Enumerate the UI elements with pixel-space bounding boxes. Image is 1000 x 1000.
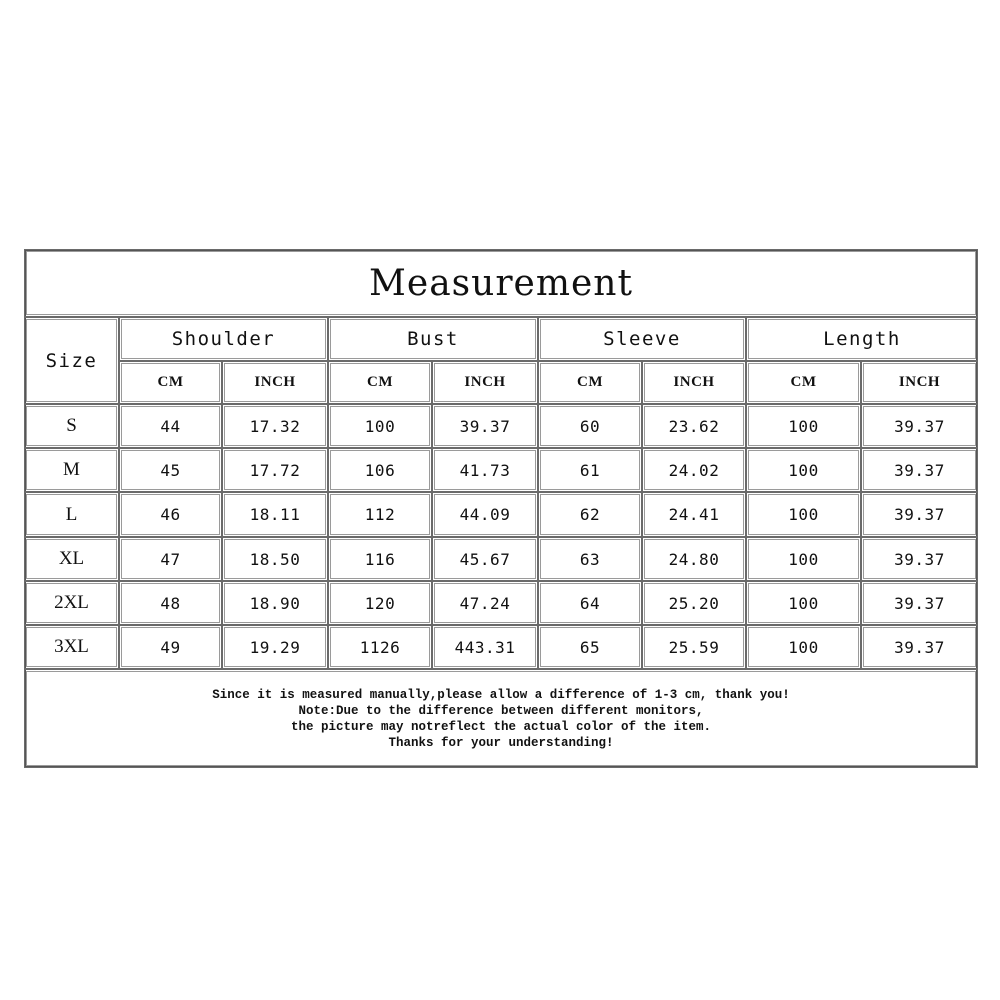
unit-header-cm: CM	[119, 361, 222, 404]
measurement-value: 19.29	[222, 625, 328, 669]
measurement-value: 39.37	[861, 492, 978, 537]
measurement-value: 39.37	[861, 404, 978, 448]
measurement-value: 106	[328, 448, 432, 492]
note-line: Note:Due to the difference between different monitors,	[298, 703, 704, 718]
measurement-value: 62	[538, 492, 642, 537]
measurement-value: 24.02	[642, 448, 746, 492]
unit-header-cm: CM	[538, 361, 642, 404]
group-header-shoulder: Shoulder	[119, 317, 328, 361]
measurement-value: 17.32	[222, 404, 328, 448]
note-line: Since it is measured manually,please allow a difference of 1-3 cm, thank you!	[212, 687, 790, 702]
measurement-value: 63	[538, 537, 642, 581]
measurement-value: 17.72	[222, 448, 328, 492]
measurement-value: 1126	[328, 625, 432, 669]
measurement-value: 24.41	[642, 492, 746, 537]
group-header-sleeve: Sleeve	[538, 317, 746, 361]
table-title: Measurement	[24, 249, 978, 317]
size-label: XL	[24, 537, 119, 581]
measurement-value: 49	[119, 625, 222, 669]
measurement-value: 100	[746, 492, 861, 537]
measurement-value: 39.37	[432, 404, 538, 448]
note-line: the picture may notreflect the actual color of the item.	[290, 719, 712, 734]
measurement-value: 65	[538, 625, 642, 669]
measurement-value: 100	[746, 404, 861, 448]
size-column-header: Size	[24, 317, 119, 404]
unit-header-inch: INCH	[861, 361, 978, 404]
size-label: S	[24, 404, 119, 448]
measurement-table	[24, 249, 978, 768]
measurement-value: 18.50	[222, 537, 328, 581]
measurement-value: 120	[328, 581, 432, 625]
notes-panel	[24, 669, 978, 768]
measurement-value: 44.09	[432, 492, 538, 537]
unit-header-inch: INCH	[222, 361, 328, 404]
measurement-value: 45.67	[432, 537, 538, 581]
measurement-value: 39.37	[861, 581, 978, 625]
measurement-value: 47	[119, 537, 222, 581]
measurement-value: 18.11	[222, 492, 328, 537]
group-header-length: Length	[746, 317, 978, 361]
measurement-value: 39.37	[861, 448, 978, 492]
measurement-value: 39.37	[861, 537, 978, 581]
measurement-value: 44	[119, 404, 222, 448]
measurement-value: 46	[119, 492, 222, 537]
size-label: 2XL	[24, 581, 119, 625]
measurement-value: 41.73	[432, 448, 538, 492]
measurement-value: 100	[328, 404, 432, 448]
measurement-value: 39.37	[861, 625, 978, 669]
measurement-value: 23.62	[642, 404, 746, 448]
measurement-value: 100	[746, 537, 861, 581]
measurement-value: 116	[328, 537, 432, 581]
size-label: M	[24, 448, 119, 492]
size-label: L	[24, 492, 119, 537]
measurement-value: 64	[538, 581, 642, 625]
size-label: 3XL	[24, 625, 119, 669]
measurement-value: 25.59	[642, 625, 746, 669]
measurement-value: 61	[538, 448, 642, 492]
measurement-value: 48	[119, 581, 222, 625]
measurement-value: 100	[746, 581, 861, 625]
measurement-value: 45	[119, 448, 222, 492]
measurement-value: 443.31	[432, 625, 538, 669]
measurement-value: 25.20	[642, 581, 746, 625]
measurement-value: 18.90	[222, 581, 328, 625]
unit-header-cm: CM	[328, 361, 432, 404]
unit-header-inch: INCH	[432, 361, 538, 404]
measurement-value: 60	[538, 404, 642, 448]
measurement-value: 24.80	[642, 537, 746, 581]
measurement-value: 47.24	[432, 581, 538, 625]
measurement-value: 100	[746, 625, 861, 669]
unit-header-inch: INCH	[642, 361, 746, 404]
group-header-bust: Bust	[328, 317, 538, 361]
unit-header-cm: CM	[746, 361, 861, 404]
measurement-value: 100	[746, 448, 861, 492]
note-line: Thanks for your understanding!	[388, 735, 614, 750]
measurement-value: 112	[328, 492, 432, 537]
